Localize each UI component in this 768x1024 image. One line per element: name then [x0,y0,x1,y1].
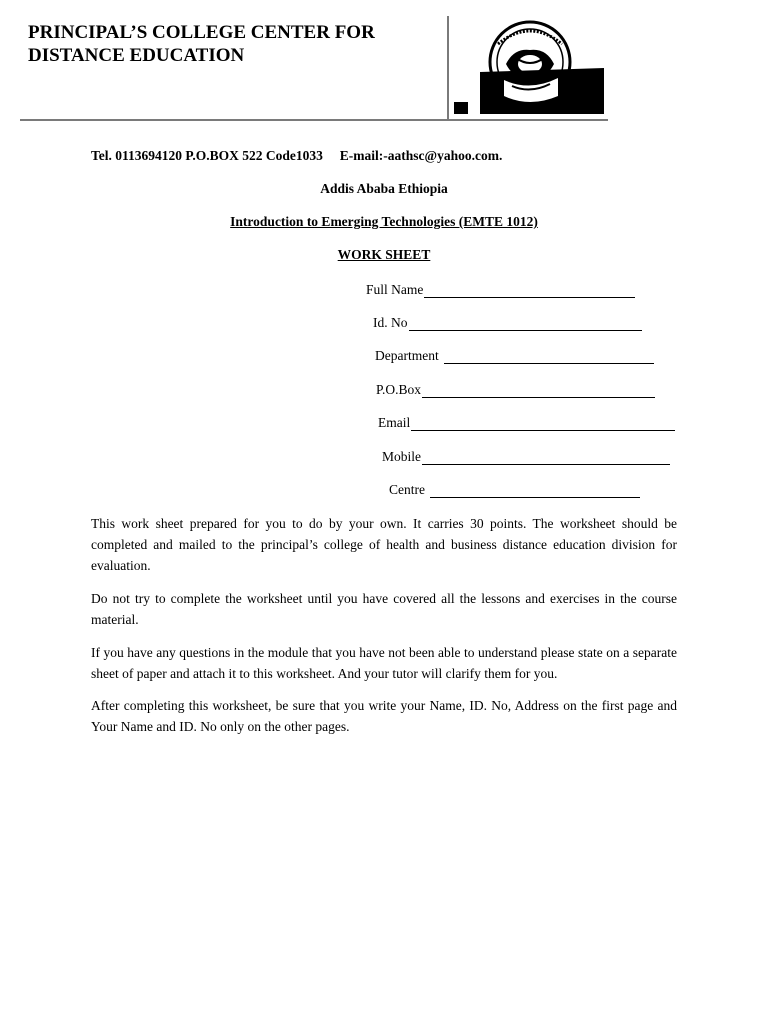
centre-field [389,482,640,498]
worksheet-heading-text: WORK SHEET [337,247,431,262]
location-line: Addis Ababa Ethiopia [320,181,448,196]
mobile-blank[interactable] [422,451,670,465]
centre-blank[interactable] [430,484,640,498]
instruction-paragraph-1: This work sheet prepared for you to do by your own. It carries 30 points. The worksheet should be completed and mailed to the principal’s college of health and business distance education division for evaluation. [91,516,677,573]
department-blank[interactable] [444,350,654,364]
header-vertical-divider [447,16,449,120]
po-box-field [376,382,655,398]
full-name-label: Full Name [366,282,424,297]
contact-info: Tel. 0113694120 P.O.BOX 522 Code1033 E-mail:-aathsc@yahoo.com. [91,148,503,163]
email-blank[interactable] [411,417,675,431]
full-name-field [366,282,635,298]
instruction-paragraph-3: If you have any questions in the module that you have not been able to understand please state on a separate sheet of paper and attach it to this worksheet. And your tutor will clarify them for you. [91,645,677,681]
centre-label: Centre [389,482,425,497]
id-no-label: Id. No [373,315,408,330]
department-field [375,348,654,364]
header-horizontal-divider [20,119,608,121]
po-box-label: P.O.Box [376,382,422,397]
college-title-line1: PRINCIPAL’S COLLEGE CENTER FOR [28,22,375,43]
mobile-label: Mobile [382,449,421,464]
worksheet-heading [0,247,768,263]
full-name-blank[interactable] [424,284,635,298]
po-box-blank[interactable] [422,384,655,398]
mobile-field [382,449,670,465]
id-no-blank[interactable] [409,317,642,331]
email-field [378,415,675,431]
instruction-paragraph-2: Do not try to complete the worksheet until you have covered all the lessons and exercises in the course material. [91,591,677,627]
course-title-text: Introduction to Emerging Technologies (EMTE 1012) [230,214,538,229]
course-title [0,214,768,230]
department-label: Department [375,348,439,363]
college-title-line2: DISTANCE EDUCATION [28,45,245,66]
id-no-field [373,315,642,331]
email-label: Email [378,415,411,430]
college-emblem-icon [454,20,606,116]
instruction-paragraph-4: After completing this worksheet, be sure that you write your Name, ID. No, Address on the first page and Your Name and ID. No only on the other pages. [91,698,677,734]
college-title [28,21,438,67]
